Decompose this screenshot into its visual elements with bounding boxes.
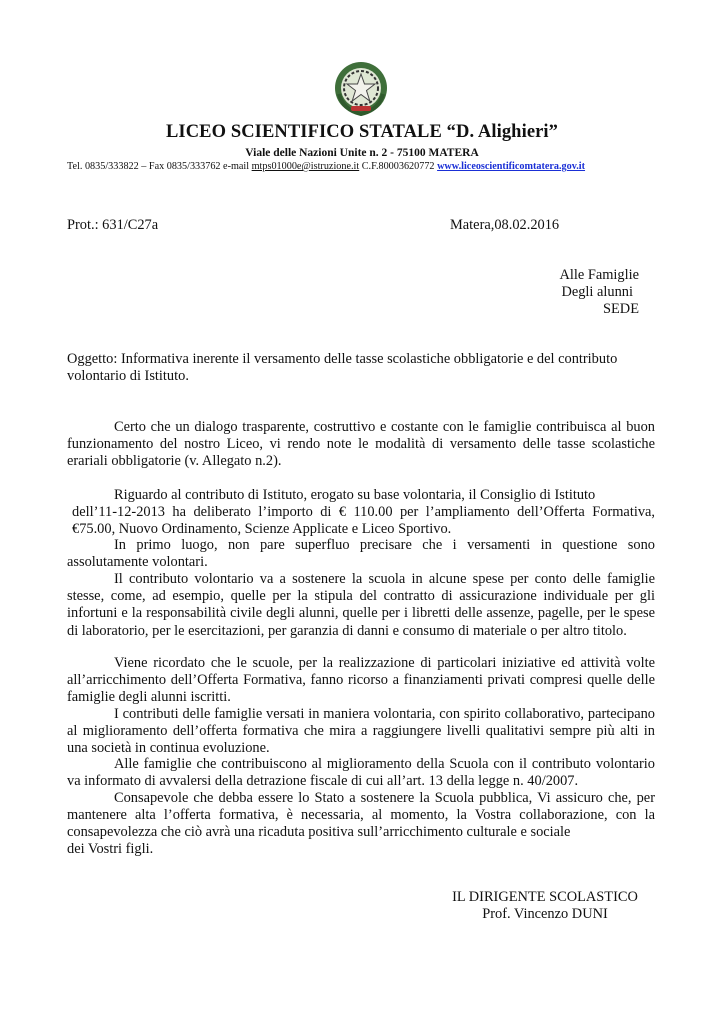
- paragraph-1-rest: funzionamento del nostro Liceo, vi rendo note le modalità di versamento delle tasse scolastiche erariali obbligatorie (v. Allegato n.2).: [67, 436, 655, 470]
- recipient: [420, 267, 639, 319]
- recipient-line-3: SEDE: [603, 301, 639, 318]
- paragraph-8-last-line: dei Vostri figli.: [67, 841, 154, 857]
- place-date: Matera,08.02.2016: [450, 217, 560, 233]
- subject: [67, 351, 657, 385]
- website-link[interactable]: www.liceoscientificomtatera.gov.it: [437, 161, 586, 172]
- signature-title: IL DIRIGENTE SCOLASTICO: [452, 889, 638, 905]
- paragraph-1-line-1: Certo che un dialogo trasparente, costruttivo e costante con le famiglie contribuisca al buon: [114, 419, 655, 435]
- paragraph-3: In primo luogo, non pare superfluo precisare che i versamenti in questione sono assolutamente volontari.: [67, 537, 655, 571]
- school-name: LICEO SCIENTIFICO STATALE “D. Alighieri”: [165, 122, 559, 142]
- paragraph-6: I contributi delle famiglie versati in maniera volontaria, con spirito collaborativo, partecipano al miglioramento dell’offerta formativa che mira a raggiungere livelli qualitativi sempre più alti in una società in continua evoluzione.: [67, 706, 655, 757]
- recipient-line-1: Alle Famiglie: [559, 267, 639, 283]
- fiscal-code: C.F.80003620772: [359, 161, 438, 172]
- contact-line: [67, 161, 687, 172]
- paragraph-2-rest: dell’11-12-2013 ha deliberato l’importo di € 110.00 per l’ampliamento dell’Offerta Formativa, €75.00, Nuovo Ordinamento, Scienze Applicate e Liceo Sportivo.: [72, 504, 655, 538]
- email-link[interactable]: mtps01000e@istruzione.it: [251, 161, 360, 172]
- paragraph-2: [67, 487, 655, 539]
- school-address: Viale delle Nazioni Unite n. 2 - 75100 MATERA: [245, 147, 479, 159]
- paragraph-4: Il contributo volontario va a sostenere la scuola in alcune spese per conto delle famiglie stesse, come, ad esempio, quelle per la stipula del contratto di assicurazione individuale per gli infortuni e la responsabilità civile degli alunni, quelle per i libretti delle assenze, pagelle, per le spese di laboratorio, per le esercitazioni, per garanzia di danni e consumo di materiale o per altro titolo.: [67, 571, 655, 639]
- paragraph-2-line-1: Riguardo al contributo di Istituto, erogato su base volontaria, il Consiglio di Istituto: [114, 487, 596, 503]
- signature: [440, 889, 650, 923]
- subject-line-2: volontario di Istituto.: [67, 368, 189, 385]
- paragraph-8: Consapevole che debba essere lo Stato a sostenere la Scuola pubblica, Vi assicuro che, per mantenere alta l’offerta formativa, è necessaria, al momento, la Vostra collaborazione, con la consapevolezza che ciò avrà una ricaduta positiva sull’arricchimento culturale e sociale: [67, 790, 655, 841]
- recipient-line-2: Degli alunni: [561, 284, 633, 301]
- signature-name: Prof. Vincenzo DUNI: [482, 906, 608, 923]
- contacts-prefix: Tel. 0835/333822 – Fax 0835/333762 e-mail: [67, 161, 252, 172]
- protocol-number: Prot.: 631/C27a: [67, 217, 159, 233]
- paragraph-5: Viene ricordato che le scuole, per la realizzazione di particolari iniziative ed attività volte all’arricchimento dell’Offerta Formativa, fanno ricorso a finanziamenti privati compresi quelle delle famiglie degli alunni iscritti.: [67, 655, 655, 706]
- republic-emblem-icon: [333, 60, 389, 116]
- subject-line-1: Oggetto: Informativa inerente il versamento delle tasse scolastiche obbligatorie e del contributo: [67, 351, 618, 367]
- paragraph-7: Alle famiglie che contribuiscono al miglioramento della Scuola con il contributo volontario va informato di avvalersi della detrazione fiscale di cui all’art. 13 della legge n. 40/2007.: [67, 756, 655, 790]
- paragraph-1: [67, 419, 655, 471]
